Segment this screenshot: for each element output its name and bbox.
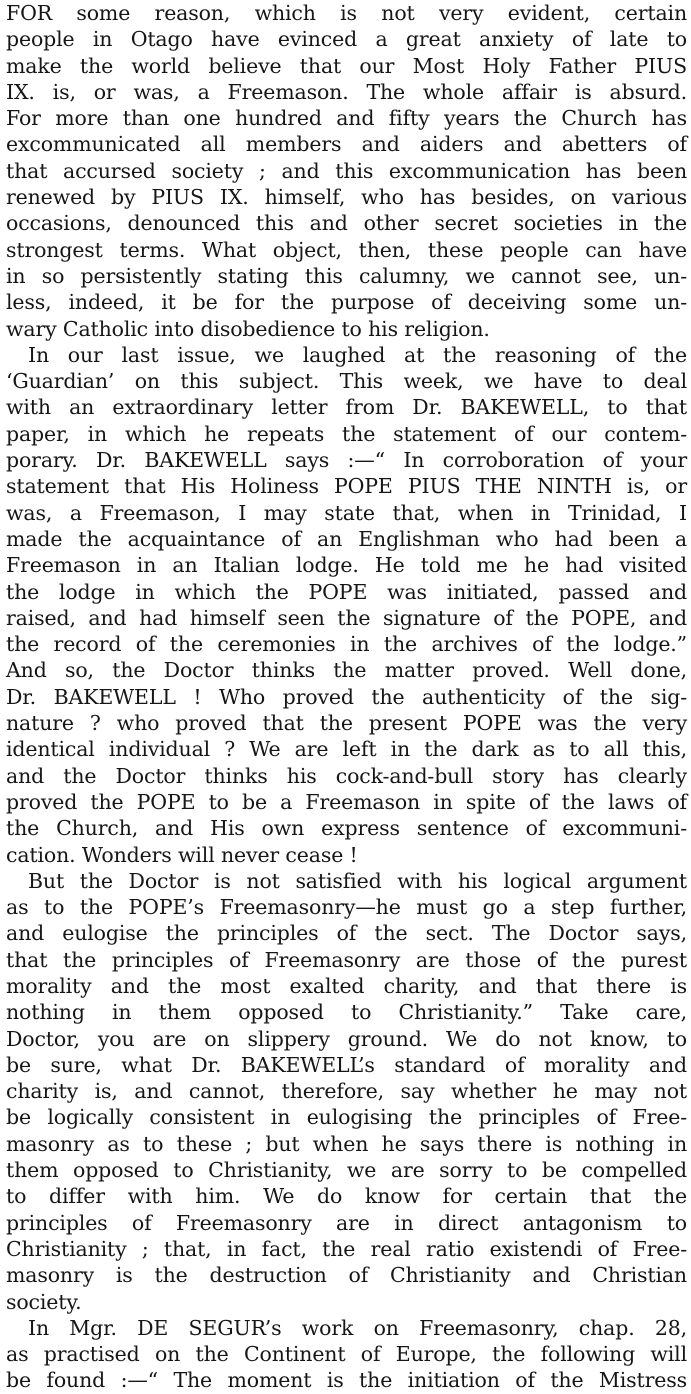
text-line: be logically consistent in eulogising the principles of Free- (6, 1105, 687, 1130)
text-line: them opposed to Christianity, we are sorry to be compelled (6, 1158, 687, 1183)
text-line: renewed by PIUS IX. himself, who has besides, on various (6, 185, 687, 210)
paragraph-3 (6, 868, 687, 1315)
text-line: the Church, and His own express sentence of excommuni- (6, 816, 687, 841)
text-line: principles of Freemasonry are in direct antagonism to (6, 1210, 687, 1235)
text-line: less, indeed, it be for the purpose of deceiving some un- (6, 290, 687, 315)
paragraph-1 (6, 0, 687, 342)
text-line: society. (6, 1289, 82, 1314)
text-line: made the acquaintance of an Englishman who had been a (6, 526, 687, 551)
text-line: nature ? who proved that the present POPE was the very (6, 711, 687, 736)
text-line: But the Doctor is not satisfied with his logical argument (28, 868, 687, 893)
text-line: in so persistently stating this calumny, we cannot see, un- (6, 263, 687, 288)
text-line: Doctor, you are on slippery ground. We do not know, to (6, 1026, 687, 1051)
text-line: Freemason in an Italian lodge. He told me he had visited (6, 553, 687, 578)
text-line: masonry as to these ; but when he says there is nothing in (6, 1131, 687, 1156)
text-line: morality and the most exalted charity, and that there is (6, 973, 687, 998)
text-line: that the principles of Freemasonry are those of the purest (6, 947, 687, 972)
text-line: masonry is the destruction of Christianity and Christian (6, 1263, 687, 1288)
text-line: In Mgr. DE SEGUR’s work on Freemasonry, chap. 28, (28, 1315, 687, 1340)
paragraph-4 (6, 1315, 687, 1394)
text-line: For more than one hundred and fifty years the Church has (6, 106, 687, 131)
text-line: was, a Freemason, I may state that, when in Trinidad, I (6, 500, 687, 525)
text-line: the record of the ceremonies in the archives of the lodge.” (6, 632, 687, 657)
text-line: raised, and had himself seen the signature of the POPE, and (6, 605, 687, 630)
text-line: nothing in them opposed to Christianity.” Take care, (6, 1000, 687, 1025)
text-line: proved the POPE to be a Freemason in spite of the laws of (6, 789, 687, 814)
text-line: Christianity ; that, in fact, the real ratio existendi of Free- (6, 1236, 687, 1261)
text-line: IX. is, or was, a Freemason. The whole affair is absurd. (6, 79, 687, 104)
paragraph-2 (6, 342, 687, 868)
text-line: as to the POPE’s Freemasonry—he must go a step further, (6, 895, 687, 920)
text-line: ‘Guardian’ on this subject. This week, we have to deal (6, 369, 687, 394)
text-line: wary Catholic into disobedience to his religion. (6, 316, 490, 341)
text-line: be sure, what Dr. BAKEWELL’s standard of morality and (6, 1052, 687, 1077)
text-line: be found :—“ The moment is the initiation of the Mistress (6, 1368, 687, 1393)
text-line: identical individual ? We are left in the dark as to all this, (6, 737, 687, 762)
text-line: occasions, denounced this and other secret societies in the (6, 211, 687, 236)
text-line: Dr. BAKEWELL ! Who proved the authenticity of the sig- (6, 684, 687, 709)
text-line: with an extraordinary letter from Dr. BAKEWELL, to that (6, 395, 687, 420)
text-line: strongest terms. What object, then, these people can have (6, 237, 687, 262)
text-line: cation. Wonders will never cease ! (6, 842, 358, 867)
text-line: and the Doctor thinks his cock-and-bull story has clearly (6, 763, 687, 788)
text-line: FOR some reason, which is not very evident, certain (6, 1, 687, 25)
text-line: In our last issue, we laughed at the reasoning of the (28, 342, 687, 367)
text-line: to differ with him. We do know for certain that the (6, 1184, 687, 1209)
text-line: statement that His Holiness POPE PIUS THE NINTH is, or (6, 474, 687, 499)
text-line: and eulogise the principles of the sect. The Doctor says, (6, 921, 687, 946)
text-line: as practised on the Continent of Europe, the following will (6, 1342, 687, 1367)
text-line: people in Otago have evinced a great anxiety of late to (6, 27, 687, 52)
text-line: paper, in which he repeats the statement of our contem- (6, 421, 687, 446)
text-line: the lodge in which the POPE was initiated, passed and (6, 579, 687, 604)
text-line: excommunicated all members and aiders and abetters of (6, 132, 687, 157)
text-line: charity is, and cannot, therefore, say whether he may not (6, 1079, 687, 1104)
text-line: And so, the Doctor thinks the matter proved. Well done, (6, 658, 687, 683)
text-line: that accursed society ; and this excommunication has been (6, 158, 687, 183)
text-line: porary. Dr. BAKEWELL says :—“ In corroboration of your (6, 448, 687, 473)
text-line: make the world believe that our Most Holy Father PIUS (6, 53, 687, 78)
